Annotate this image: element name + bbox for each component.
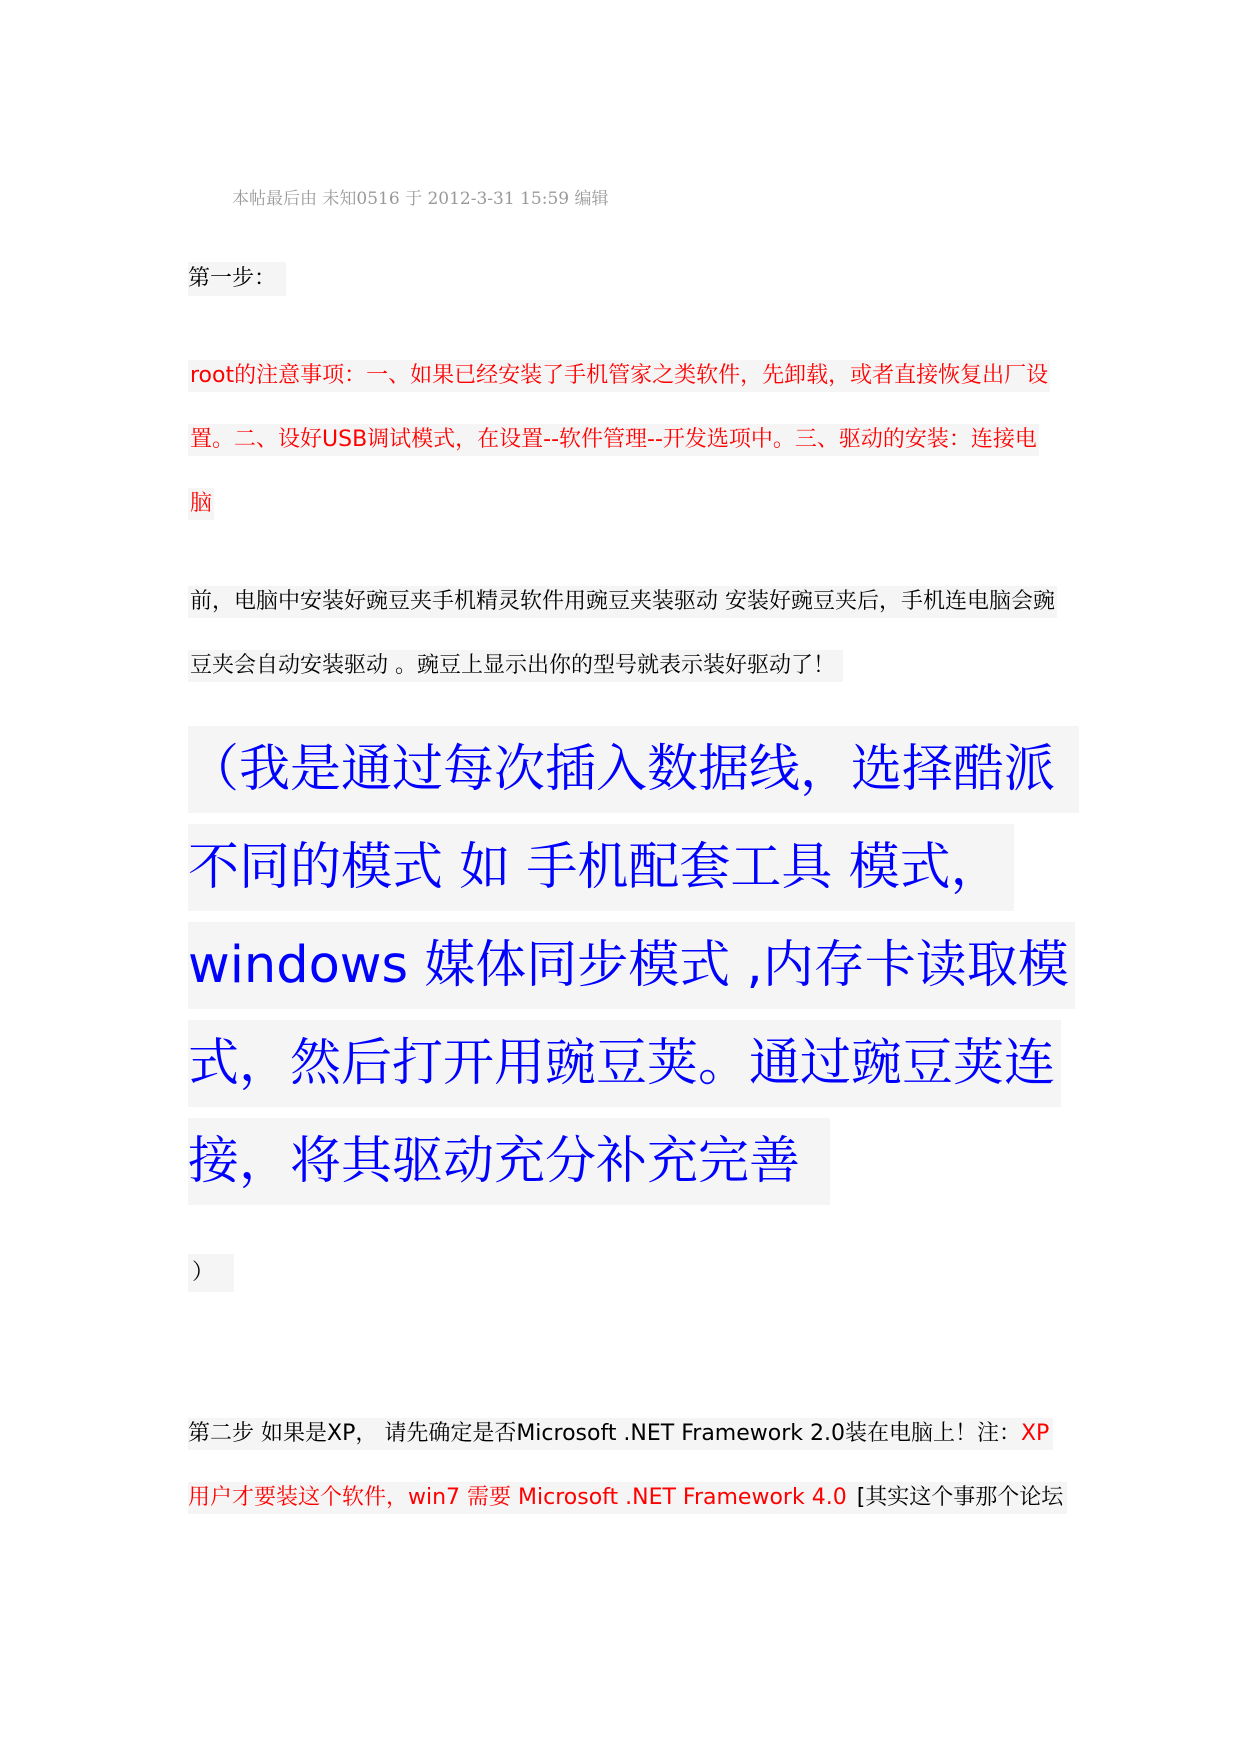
big-note-close: ） <box>188 1254 234 1292</box>
edit-note: 本帖最后由 未知0516 于 2012-3-31 15:59 编辑 <box>232 189 609 209</box>
driver-info-line-1: 前，电脑中安装好豌豆夹手机精灵软件用豌豆夹装驱动 安装好豌豆夹后，手机连电脑会豌 <box>188 586 1057 618</box>
step2-line-2-red: 用户才要装这个软件，win7 需要 Microsoft .NET Framework 4.0 <box>188 1485 847 1510</box>
step2-line-1-text: 第二步 如果是XP， 请先确定是否Microsoft .NET Framework 2.0装在电脑上！注： <box>188 1421 1021 1446</box>
big-note-line-4: 式，然后打开用豌豆荚。通过豌豆荚连 <box>188 1020 1061 1107</box>
notice-line-3: 脑 <box>188 488 214 520</box>
driver-info-line-2: 豆夹会自动安装驱动 。豌豆上显示出你的型号就表示装好驱动了！ <box>188 650 843 682</box>
big-note-line-3: windows 媒体同步模式 ,内存卡读取模 <box>188 922 1075 1009</box>
step1-title: 第一步： <box>188 262 286 296</box>
step2-line-2 <box>188 1482 1067 1514</box>
step2-xp-highlight: XP <box>1020 1421 1050 1446</box>
big-note-line-2: 不同的模式 如 手机配套工具 模式， <box>188 824 1014 911</box>
big-note-line-1: （我是通过每次插入数据线，选择酷派 <box>188 726 1079 813</box>
notice-line-1: root的注意事项：一、如果已经安装了手机管家之类软件，先卸载，或者直接恢复出厂设 <box>188 360 1050 392</box>
step2-line-1 <box>188 1418 1053 1450</box>
big-note-line-5: 接，将其驱动充分补充完善 <box>188 1118 830 1205</box>
step2-line-2-text: [其实这个事那个论坛 <box>856 1485 1064 1510</box>
notice-line-2: 置。二、设好USB调试模式，在设置--软件管理--开发选项中。三、驱动的安装：连接电 <box>188 424 1039 456</box>
